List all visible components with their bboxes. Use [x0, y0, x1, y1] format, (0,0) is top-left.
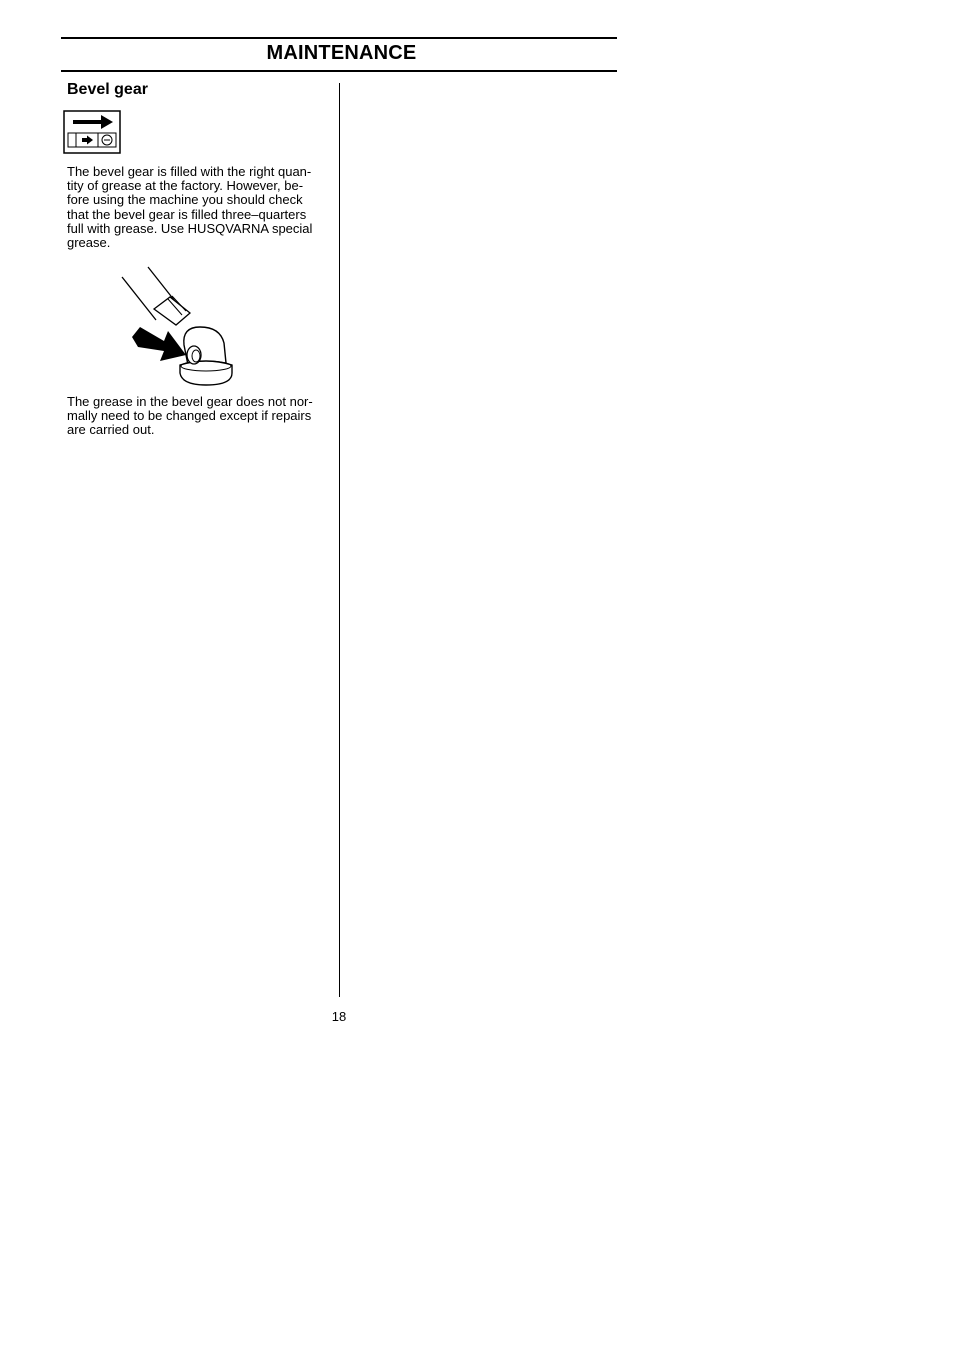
- grease-change-paragraph: [67, 395, 335, 438]
- text-line: full with grease. Use HUSQVARNA special: [67, 220, 313, 236]
- text-line: The bevel gear is filled with the right quan-: [67, 164, 312, 179]
- bevel-gear-grease-plug-illustration: [120, 265, 240, 390]
- text-line: The grease in the bevel gear does not nor-: [67, 394, 313, 409]
- page-title: MAINTENANCE: [266, 42, 417, 64]
- header-bottom-rule: [61, 70, 617, 72]
- text-line: are carried out.: [67, 422, 155, 438]
- text-line: grease.: [67, 235, 111, 251]
- maintenance-schedule-icon: [63, 110, 121, 154]
- page-number: 18: [331, 1009, 347, 1024]
- text-line: fore using the machine you should check: [67, 192, 303, 208]
- header-top-rule: [61, 37, 617, 39]
- text-line: mally need to be changed except if repairs: [67, 408, 312, 424]
- text-line: tity of grease at the factory. However, be-: [67, 178, 304, 194]
- column-divider: [339, 83, 340, 997]
- text-line: that the bevel gear is filled three–quarters: [67, 206, 307, 222]
- section-heading: Bevel gear: [67, 81, 148, 98]
- intro-paragraph: [67, 165, 335, 250]
